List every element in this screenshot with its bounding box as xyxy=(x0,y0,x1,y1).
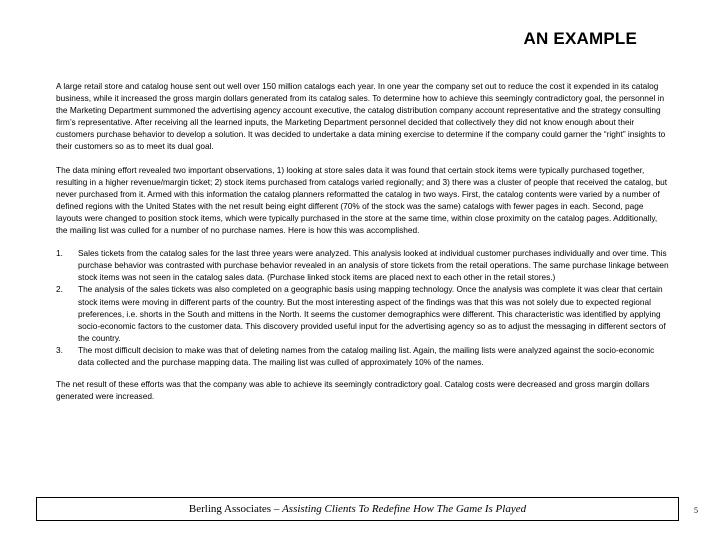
slide-title: AN EXAMPLE xyxy=(523,29,637,48)
findings-paragraph: The data mining effort revealed two important observations, 1) looking at store sales data it was found that certain stock items were typically purchased together, resulting in a higher revenue/margin ticket; 2) stock items purchased from catalogs varied regionally; and 3) there was a cluster of people that received the catalog, but never purchased from it. Armed with this information the catalog planners reformatted the catalog in two ways. First, the catalog contents were varied by a number of defined regions with the United States with the net result being eight different (70% of the stock was the same) catalogs with fewer pages in each. Second, page layouts were changed to position stock items, which were typically purchased in the store at the same time, within close proximity on the catalog pages. Additionally, the mailing list was culled for a number of no purchase names. Here is how this was accomplished. xyxy=(56,164,668,236)
intro-paragraph: A large retail store and catalog house sent out well over 150 million catalogs each year. In one year the company set out to reduce the cost it expended in its catalog business, while it increased the gross margin dollars generated from its catalog sales. To determine how to achieve this seemingly contradictory goal, the personnel in the Marketing Department summoned the advertising agency account executive, the catalog distribution company account representative and the strategy consulting firm’s representative. After receiving all the learned inputs, the Marketing Department personnel decided that collectively they did not know enough about their customers purchase behavior to develop a solution. It was decided to undertake a data mining exercise to determine if the company could garner the “right” insights to their customers so as to meet its dual goal. xyxy=(56,81,666,152)
closing-paragraph: The net result of these efforts was that the company was able to achieve its seemingly contradictory goal. Catalog costs were decreased and gross margin dollars generated were increased. xyxy=(56,379,650,402)
list-item xyxy=(56,283,670,343)
list-text: The most difficult decision to make was that of deleting names from the catalog mailing list. Again, the mailing lists were analyzed against the socio-economic data collected and the purchase mapping data. The mailing list was culled of approximately 10% of the names. xyxy=(78,344,655,367)
slide-body xyxy=(56,80,670,413)
footer-company: Berling Associates – xyxy=(188,503,283,515)
list-number: 3. xyxy=(56,344,63,355)
page-number: 5 xyxy=(694,506,698,515)
list-text: The analysis of the sales tickets was also completed on a geographic basis using mapping technology. Once the analysis was complete it was clear that certain stock items were moving in different parts of the country. But the most interesting aspect of the findings was that this was not solely due to expected regional preferences, i.e. shorts in the South and mittens in the North. It seems the customer demographics were different. This characteristic was identified by applying socio-economic factors to the customer data. This discovery provided useful input for the advertising agency so as to adjust the messaging in different sectors of the country. xyxy=(78,284,666,343)
footer-tagline: Assisting Clients To Redefine How The Game Is Played xyxy=(282,503,527,515)
list-number: 1. xyxy=(56,248,63,259)
footer-banner xyxy=(36,497,679,521)
list-item xyxy=(56,247,670,283)
list-number: 2. xyxy=(56,284,63,295)
list-item xyxy=(56,344,670,368)
list-text: Sales tickets from the catalog sales for the last three years were analyzed. This analysis looked at individual customer purchases individually and over time. This purchase behavior was contrasted with purchase behavior revealed in an analysis of store tickets from the retail operations. The same purchase linkage between stock items was not seen in the catalog sales data. (Purchase linked stock items are placed next to each other in the retail stores.) xyxy=(78,248,669,283)
numbered-list xyxy=(56,247,670,368)
